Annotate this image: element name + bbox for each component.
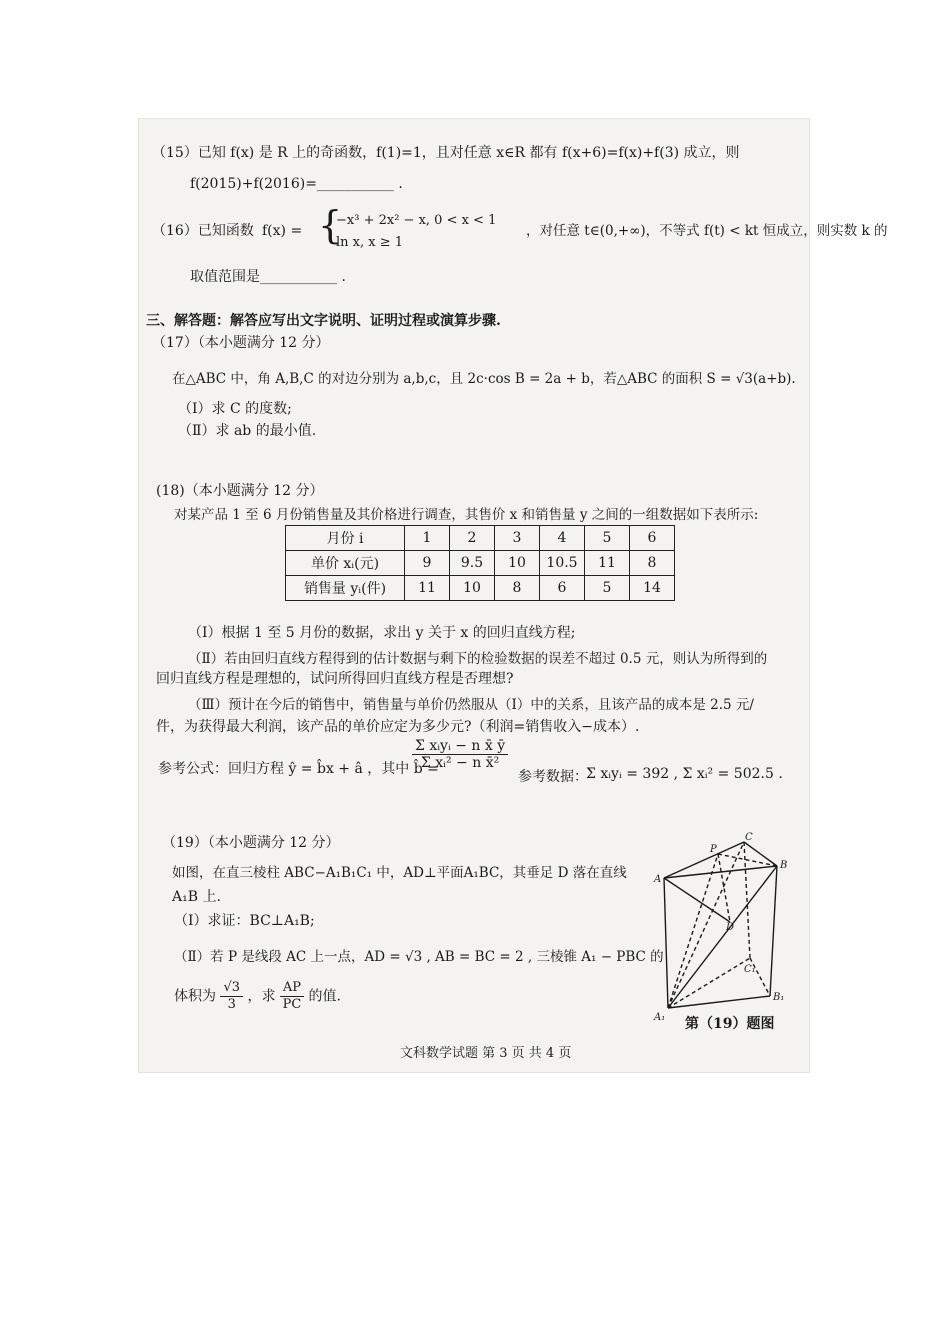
ratio-fraction <box>280 980 304 1013</box>
q16-case1: −x³ + 2x² − x, 0 < x < 1 <box>336 213 497 228</box>
q16-fx: f(x) = <box>262 223 303 239</box>
q19-part2b <box>174 980 341 1013</box>
q19-volume-prefix: 体积为 <box>174 988 216 1005</box>
q16-brace: { <box>318 203 343 247</box>
q15-line1: （15）已知 f(x) 是 R 上的奇函数，f(1)=1，且对任意 x∈R 都有 f(x+6)=f(x)+f(3) 成立，则 <box>152 145 740 161</box>
ratio-den: PC <box>282 997 302 1012</box>
volume-den: 3 <box>227 997 236 1012</box>
q18-intro: 对某产品 1 至 6 月份销售量及其价格进行调查，其售价 x 和销售量 y 之间的一组数据如下表所示: <box>174 507 759 523</box>
volume-fraction <box>220 980 243 1013</box>
q18-part2a: （Ⅱ）若由回归直线方程得到的估计数据与剩下的检验数据的误差不超过 0.5 元，则认为所得到的 <box>188 651 768 667</box>
q19-line1: 如图，在直三棱柱 ABC−A₁B₁C₁ 中，AD⊥平面A₁BC，其垂足 D 落在直线 <box>172 865 627 881</box>
table-cell: 3 <box>495 526 540 551</box>
q19-part2: （Ⅱ）若 P 是线段 AC 上一点，AD = √3 , AB = BC = 2 , 三棱锥 A₁ − PBC 的 <box>174 949 664 965</box>
q19-head: （19）（本小题满分 12 分） <box>162 835 340 851</box>
table-row <box>286 526 675 551</box>
table-row-label: 单价 xᵢ(元) <box>286 551 405 576</box>
table-cell: 1 <box>405 526 450 551</box>
q16-prefix: （16）已知函数 <box>152 223 254 239</box>
table-cell: 10 <box>495 551 540 576</box>
q16-suffix: ，对任意 t∈(0,+∞)，不等式 f(t) < kt 恒成立，则实数 k 的 <box>526 223 888 239</box>
section-heading: 三、解答题：解答应写出文字说明、证明过程或演算步骤. <box>146 313 501 329</box>
label-c1: C₁ <box>744 964 756 975</box>
q17-body: 在△ABC 中，角 A,B,C 的对边分别为 a,b,c，且 2c·cos B = 2a + b，若△ABC 的面积 S = √3(a+b). <box>172 371 796 387</box>
table-cell: 9.5 <box>450 551 495 576</box>
q19-part1: （Ⅰ）求证：BC⊥A₁B; <box>174 913 315 929</box>
formula-numerator: Σ xᵢyᵢ − n x̄ ȳ <box>412 738 508 755</box>
table-cell: 9 <box>405 551 450 576</box>
label-c: C <box>745 832 753 843</box>
table-row <box>286 576 675 601</box>
q18-data-value: Σ xᵢyᵢ = 392 , Σ xᵢ² = 502.5 . <box>586 766 783 782</box>
sales-table <box>285 525 675 601</box>
q16-line2: 取值范围是___________ . <box>190 269 346 285</box>
q17-part2: （Ⅱ）求 ab 的最小值. <box>178 423 317 439</box>
table-cell: 5 <box>585 526 630 551</box>
q15-line2: f(2015)+f(2016)=___________ . <box>190 176 403 192</box>
label-b: B <box>780 860 788 871</box>
q17-part1: （Ⅰ）求 C 的度数; <box>178 401 292 417</box>
q19-end: 的值. <box>308 988 341 1005</box>
label-b1: B₁ <box>773 992 785 1003</box>
table-cell: 10 <box>450 576 495 601</box>
table-cell: 4 <box>540 526 585 551</box>
q17-head: （17）（本小题满分 12 分） <box>152 335 330 351</box>
table-cell: 2 <box>450 526 495 551</box>
prism-figure <box>652 830 792 1040</box>
table-row <box>286 551 675 576</box>
q19-ask: ，求 <box>247 988 276 1005</box>
table-cell: 8 <box>630 551 675 576</box>
label-p: P <box>710 844 717 855</box>
formula-denominator: Σ xᵢ² − n x̄² <box>420 755 500 771</box>
table-row-label: 月份 i <box>286 526 405 551</box>
q18-part2b: 回归直线方程是理想的，试问所得回归直线方程是否理想? <box>156 671 514 687</box>
q16-case2: ln x, x ≥ 1 <box>336 235 404 250</box>
ratio-num: AP <box>280 980 304 997</box>
q18-part1: （Ⅰ）根据 1 至 5 月份的数据，求出 y 关于 x 的回归直线方程; <box>188 625 576 641</box>
table-cell: 11 <box>405 576 450 601</box>
table-cell: 11 <box>585 551 630 576</box>
q18-formula-fraction <box>412 738 508 771</box>
page-footer: 文科数学试题 第 3 页 共 4 页 <box>400 1046 572 1061</box>
table-cell: 6 <box>630 526 675 551</box>
q18-part3b: 件，为获得最大利润，该产品的单价应定为多少元?（利润=销售收入−成本）. <box>156 719 640 735</box>
label-d: D <box>726 922 735 933</box>
q18-data-label: 参考数据： <box>518 769 588 785</box>
volume-num: √3 <box>220 980 243 997</box>
q18-formula-label: 参考公式：回归方程 ŷ = b̂x + â ，其中 b̂ = <box>158 761 439 777</box>
figure-caption: 第（19）题图 <box>685 1016 775 1032</box>
q18-head: (18)（本小题满分 12 分） <box>156 483 324 499</box>
q19-line2: A₁B 上. <box>172 889 221 905</box>
table-cell: 5 <box>585 576 630 601</box>
table-cell: 14 <box>630 576 675 601</box>
table-cell: 8 <box>495 576 540 601</box>
q18-part3a: （Ⅲ）预计在今后的销售中，销售量与单价仍然服从（Ⅰ）中的关系，且该产品的成本是 2.5 元/ <box>188 697 754 713</box>
label-a1: A₁ <box>654 1012 666 1023</box>
table-cell: 10.5 <box>540 551 585 576</box>
label-a: A <box>654 874 662 885</box>
table-row-label: 销售量 yᵢ(件) <box>286 576 405 601</box>
table-cell: 6 <box>540 576 585 601</box>
